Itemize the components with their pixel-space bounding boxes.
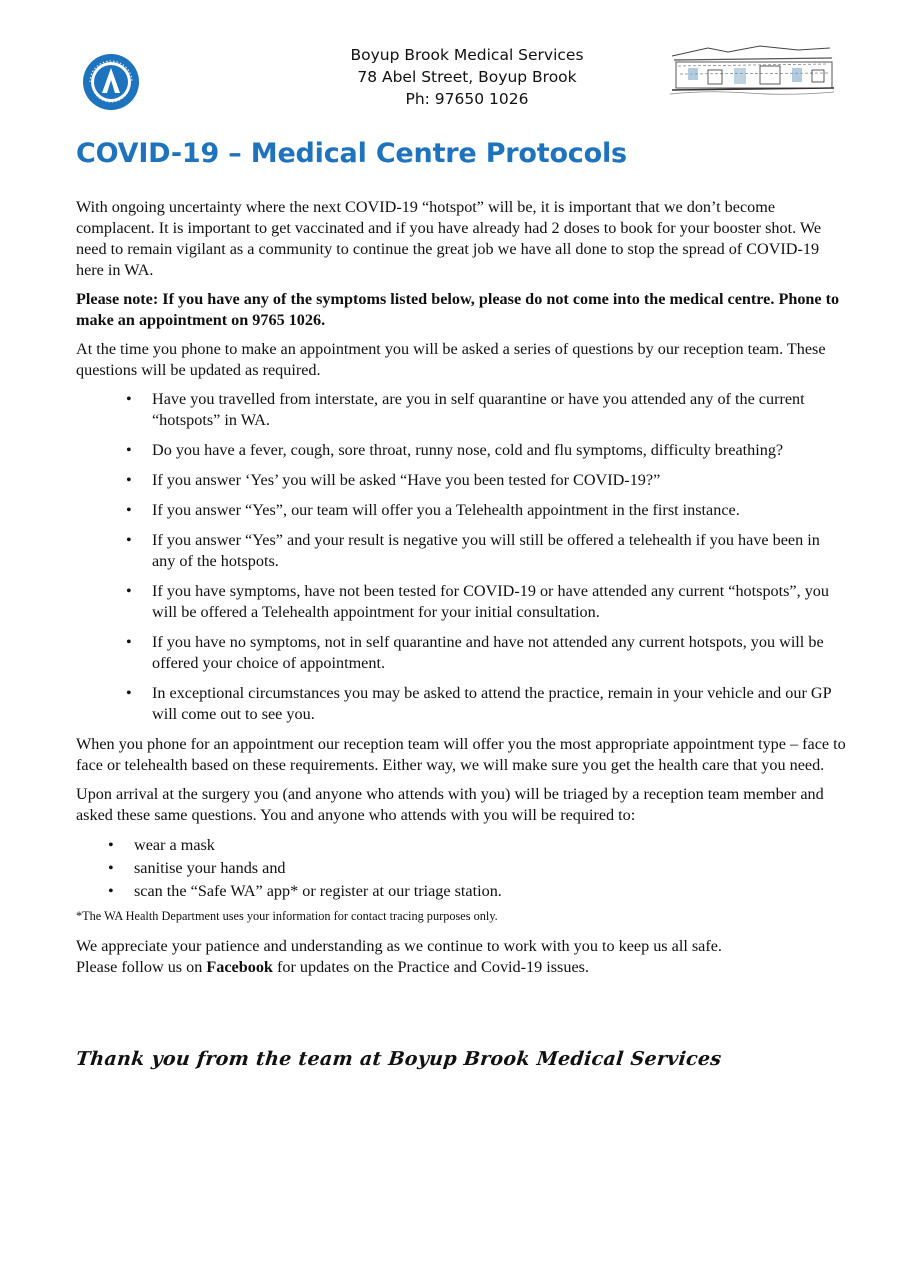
bullet-icon: •: [126, 501, 132, 519]
list-item: • Do you have a fever, cough, sore throat, runny nose, cold and flu symptoms, difficulty breathing?: [126, 441, 784, 459]
closing-paragraph: [76, 936, 846, 978]
phone-number: Ph: 97650 1026: [405, 90, 529, 108]
footnote: *The WA Health Department uses your information for contact tracing purposes only.: [76, 909, 498, 923]
closing-line-2-suffix: for updates on the Practice and Covid-19 issues.: [272, 958, 589, 976]
bullet-icon: •: [126, 441, 132, 459]
bullet-icon: •: [126, 684, 132, 702]
screening-questions-list: [76, 389, 846, 725]
list-item: • If you answer “Yes”, our team will offer you a Telehealth appointment in the first instance.: [126, 501, 740, 519]
letterhead: [0, 44, 905, 114]
bullet-icon: •: [108, 882, 114, 900]
list-item: • If you have no symptoms, not in self quarantine and have not attended any current hotspots, you will be offered your choice of appointment.: [126, 633, 824, 672]
list-item: • wear a mask: [108, 836, 215, 854]
bullet-icon: •: [126, 390, 132, 408]
intro-paragraph: With ongoing uncertainty where the next COVID-19 “hotspot” will be, it is important that we don’t become complacent. It is important to get vaccinated and if you have already had 2 doses to book for your booster shot. We need to remain vigilant as a community to continue the great job we have all done to stop the spread of COVID-19 here in WA.: [76, 198, 822, 279]
arrival-paragraph: Upon arrival at the surgery you (and anyone who attends with you) will be triaged by a reception team member and asked these same questions. You and anyone who attends with you will be required to:: [76, 785, 824, 824]
list-item: • If you have symptoms, have not been tested for COVID-19 or have attended any current “hotspots”, you will be offered a Telehealth appointment for your initial consultation.: [126, 582, 829, 621]
list-item: • Have you travelled from interstate, are you in self quarantine or have you attended any of the current “hotspots” in WA.: [126, 390, 805, 429]
org-name: Boyup Brook Medical Services: [350, 46, 584, 64]
symptoms-note: Please note: If you have any of the symptoms listed below, please do not come into the medical centre. Phone to make an appointment on 9765 1026.: [76, 290, 840, 329]
bullet-icon: •: [108, 836, 114, 854]
bullet-icon: •: [126, 582, 132, 600]
street-address: 78 Abel Street, Boyup Brook: [357, 68, 577, 86]
appointment-paragraph: When you phone for an appointment our reception team will offer you the most appropriate appointment type – face to face or telehealth based on these requirements. Either way, we will make sure you get the health care that you need.: [76, 735, 846, 774]
bullet-icon: •: [126, 633, 132, 651]
list-item: • If you answer ‘Yes’ you will be asked “Have you been tested for COVID-19?”: [126, 471, 661, 489]
bullet-icon: •: [126, 471, 132, 489]
phone-intro-paragraph: At the time you phone to make an appointment you will be asked a series of questions by our reception team. These questions will be updated as required.: [76, 340, 826, 379]
list-item: • sanitise your hands and: [108, 859, 286, 877]
list-item: • If you answer “Yes” and your result is negative you will still be offered a telehealth if you have been in any of the hotspots.: [126, 531, 820, 570]
building-sketch-icon: [668, 44, 836, 96]
page-title: COVID-19 – Medical Centre Protocols: [76, 138, 627, 169]
list-item: • scan the “Safe WA” app* or register at our triage station.: [108, 882, 502, 900]
bullet-icon: •: [126, 531, 132, 549]
arrival-requirements-list: [76, 834, 846, 902]
facebook-mention: Facebook: [206, 958, 273, 976]
closing-line-2-prefix: Please follow us on: [76, 958, 207, 976]
bullet-icon: •: [108, 859, 114, 877]
list-item: • In exceptional circumstances you may be asked to attend the practice, remain in your vehicle and our GP will come out to see you.: [126, 684, 832, 723]
closing-line-1: We appreciate your patience and understanding as we continue to work with you to keep us all safe.: [76, 937, 722, 955]
signoff: Thank you from the team at Boyup Brook Medical Services: [74, 1048, 723, 1070]
document-body: [76, 197, 846, 986]
